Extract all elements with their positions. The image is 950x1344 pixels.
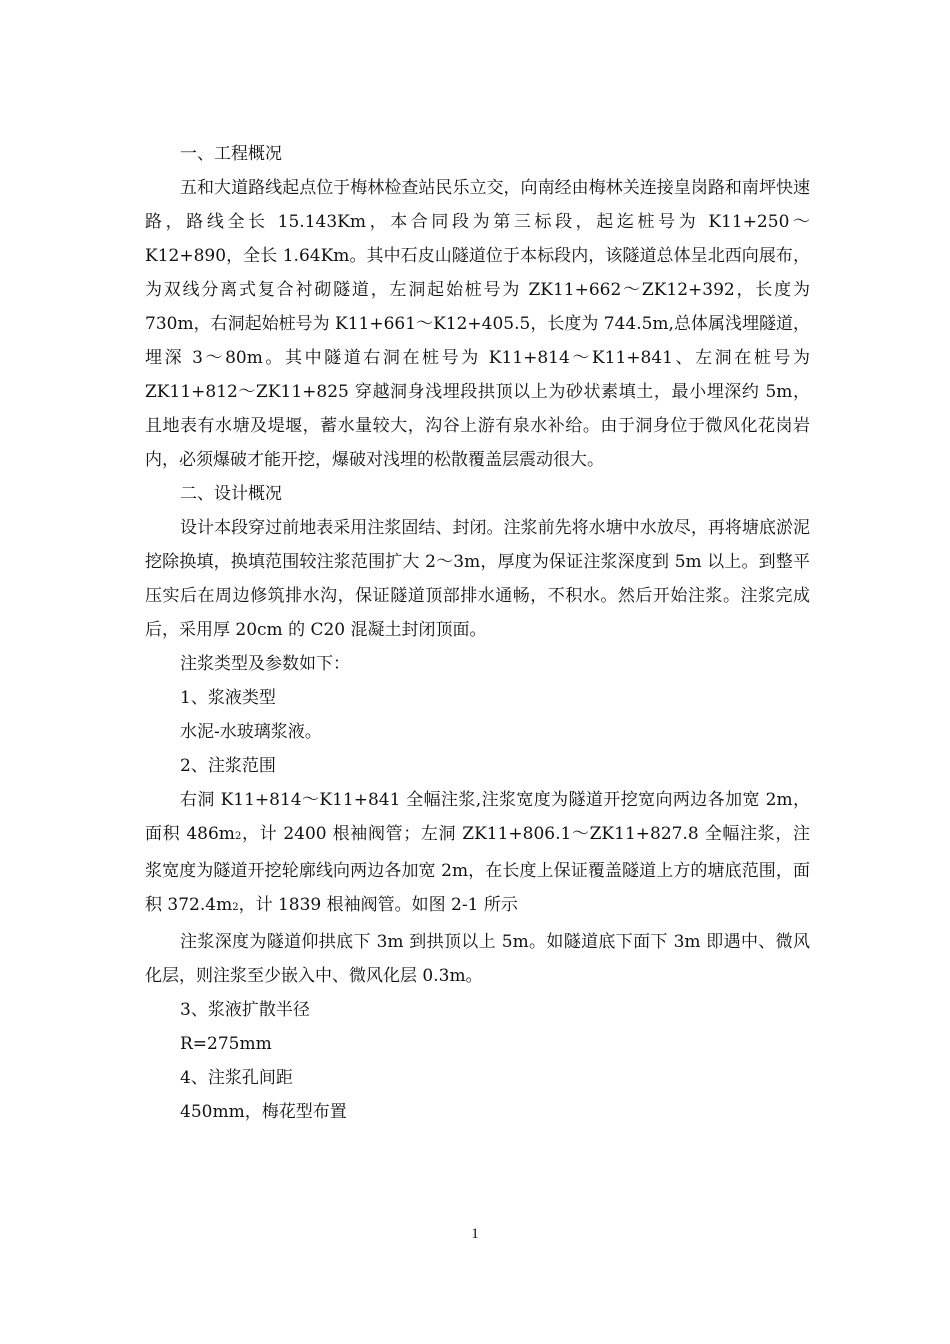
design-overview-paragraph: 设计本段穿过前地表采用注浆固结、封闭。注浆前先将水塘中水放尽，再将塘底淤泥挖除换填，换填范围较注浆范围扩大 2～3m，厚度为保证注浆深度到 5m 以上。到整平压实后在周边修筑排水沟，保证隧道顶部排水通畅，不积水。然后开始注浆。注浆完成后，采用厚 20cm 的 C20 混凝土封闭顶面。 xyxy=(145,518,810,640)
item2-depth-paragraph: 注浆深度为隧道仰拱底下 3m 到拱顶以上 5m。如隧道底下面下 3m 即遇中、微风化层，则注浆至少嵌入中、微风化层 0.3m。 xyxy=(145,932,810,986)
area-unit-superscript: 2 xyxy=(234,831,242,842)
item1-text: 水泥-水玻璃浆液。 xyxy=(180,722,322,742)
item2-heading: 2、注浆范围 xyxy=(180,756,276,776)
item4-heading: 4、注浆孔间距 xyxy=(180,1068,293,1088)
document-body xyxy=(145,137,810,1129)
grouting-intro: 注浆类型及参数如下： xyxy=(180,654,350,674)
section-heading-project-overview: 一、工程概况 xyxy=(180,144,282,164)
item2-text-part1: 右洞 K11+814～K11+841 全幅注浆,注浆宽度为隧道开挖宽向两边各加宽 2m，面积 486m xyxy=(145,790,810,844)
area-unit-superscript: 2 xyxy=(232,902,239,913)
item3-heading: 3、浆液扩散半径 xyxy=(180,1000,310,1020)
item1-heading: 1、浆液类型 xyxy=(180,688,276,708)
item3-text: R=275mm xyxy=(180,1034,272,1054)
item2-text-part2: ，计 2400 根袖阀管；左洞 ZK11+806.1～ZK11+827.8 全幅注浆，注浆宽度为隧道开挖轮廓线向两边各加宽 2m，在长度上保证覆盖隧道上方的塘底范围，面积 372.4m xyxy=(145,824,810,915)
section-heading-design-overview: 二、设计概况 xyxy=(180,484,282,504)
project-overview-paragraph: 五和大道路线起点位于梅林检查站民乐立交，向南经由梅林关连接皇岗路和南坪快速路，路线全长 15.143Km，本合同段为第三标段，起迄桩号为 K11+250～K12+890，全长 1.64Km。其中石皮山隧道位于本标段内，该隧道总体呈北西向展布，为双线分离式复合衬砌隧道，左洞起始桩号为 ZK11+662～ZK12+392，长度为 730m，右洞起始桩号为 K11+661～K12+405.5，长度为 744.5m,总体属浅埋隧道，埋深 3～80m。其中隧道右洞在桩号为 K11+814～K11+841、左洞在桩号为 ZK11+812～ZK11+825 穿越洞身浅埋段拱顶以上为砂状素填土，最小埋深约 5m，且地表有水塘及堤堰，蓄水量较大，沟谷上游有泉水补给。由于洞身位于微风化花岗岩内，必须爆破才能开挖，爆破对浅埋的松散覆盖层震动很大。 xyxy=(145,178,810,470)
page-number: 1 xyxy=(471,1226,479,1242)
item2-text-part3: ，计 1839 根袖阀管。如图 2-1 所示 xyxy=(238,895,518,915)
item2-range-paragraph xyxy=(145,783,810,925)
item4-text: 450mm，梅花型布置 xyxy=(180,1102,347,1122)
